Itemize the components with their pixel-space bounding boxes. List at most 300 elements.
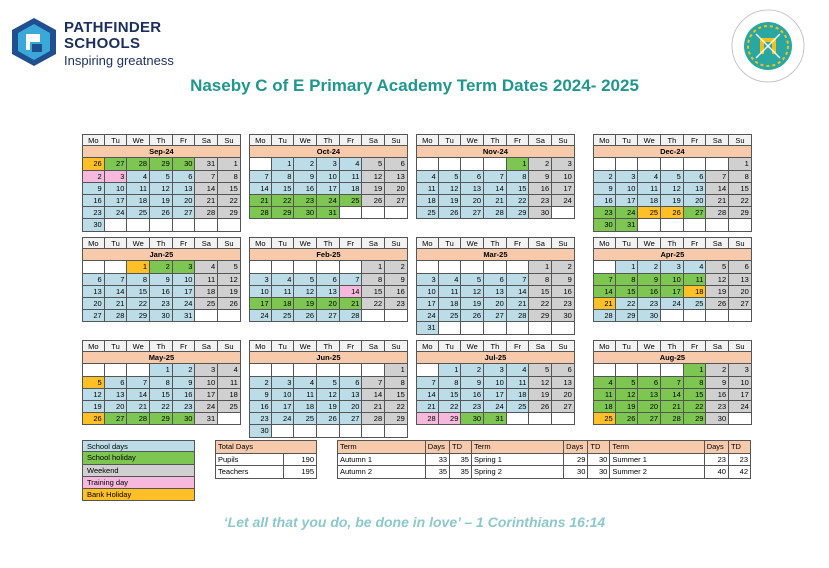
day-cell: 10 [272, 389, 295, 401]
day-cell: 4 [272, 274, 295, 286]
day-cell [294, 425, 317, 437]
day-cell: 29 [150, 413, 173, 425]
day-cell: 23 [249, 413, 272, 425]
day-cell: 25 [507, 401, 530, 413]
day-cell: 16 [82, 195, 105, 207]
day-cell: 23 [82, 207, 105, 219]
weekday-header: Sa [362, 134, 385, 146]
day-cell: 11 [593, 389, 616, 401]
weekday-header: Fr [173, 134, 196, 146]
day-cell: 7 [362, 377, 385, 389]
day-cell [173, 219, 196, 231]
weekday-header: Su [729, 340, 752, 352]
day-cell: 25 [439, 310, 462, 322]
day-cell: 6 [173, 171, 196, 183]
legend-item-school-holiday: School holiday [82, 452, 195, 464]
day-cell: 22 [684, 401, 707, 413]
terms-header-cell: TD [588, 441, 610, 454]
day-cell: 15 [439, 389, 462, 401]
day-cell: 3 [484, 364, 507, 376]
day-cell [105, 261, 128, 273]
day-cell: 17 [173, 286, 196, 298]
day-cell: 25 [684, 298, 707, 310]
day-cell: 6 [385, 158, 408, 170]
day-cell: 19 [616, 401, 639, 413]
weekday-header: Sa [529, 340, 552, 352]
weekday-header: Mo [249, 237, 272, 249]
day-cell: 16 [294, 183, 317, 195]
day-cell: 7 [105, 274, 128, 286]
weekday-header: Su [385, 237, 408, 249]
day-cell: 10 [484, 377, 507, 389]
weekday-header: Th [150, 134, 173, 146]
day-cell: 3 [317, 158, 340, 170]
day-cell: 23 [385, 298, 408, 310]
weekday-header: Mo [249, 134, 272, 146]
term-td: 42 [728, 466, 750, 479]
day-cell: 29 [684, 413, 707, 425]
day-cell: 10 [729, 377, 752, 389]
terms-header-cell: TD [728, 441, 750, 454]
day-cell [661, 310, 684, 322]
day-cell: 4 [195, 261, 218, 273]
day-cell: 18 [439, 298, 462, 310]
terms-header-cell: Days [425, 441, 449, 454]
day-cell: 8 [218, 171, 241, 183]
legend-item-weekend: Weekend [82, 465, 195, 477]
day-cell [272, 425, 295, 437]
day-cell [294, 364, 317, 376]
day-cell: 6 [638, 377, 661, 389]
day-cell [82, 261, 105, 273]
day-cell: 26 [616, 413, 639, 425]
day-cell [249, 364, 272, 376]
day-cell: 11 [638, 183, 661, 195]
weekday-header: Tu [272, 134, 295, 146]
day-cell: 14 [416, 389, 439, 401]
day-cell: 19 [439, 195, 462, 207]
weekday-header: Fr [340, 134, 363, 146]
day-cell: 20 [638, 401, 661, 413]
day-cell: 4 [294, 377, 317, 389]
term-days: 23 [704, 453, 728, 466]
weekday-header: Tu [105, 340, 128, 352]
day-cell: 23 [173, 401, 196, 413]
total-days-value: 195 [283, 466, 316, 479]
day-cell: 17 [616, 195, 639, 207]
day-cell: 5 [529, 364, 552, 376]
day-cell: 22 [439, 401, 462, 413]
total-days-label: Pupils [216, 453, 284, 466]
day-cell [385, 207, 408, 219]
day-cell [416, 158, 439, 170]
day-cell: 15 [684, 389, 707, 401]
day-cell: 29 [507, 207, 530, 219]
day-cell: 15 [529, 286, 552, 298]
weekday-header: Tu [439, 134, 462, 146]
day-cell: 17 [105, 195, 128, 207]
day-cell: 11 [294, 389, 317, 401]
day-cell [552, 322, 575, 334]
term-td: 35 [450, 466, 472, 479]
day-cell: 1 [150, 364, 173, 376]
day-cell: 14 [340, 286, 363, 298]
weekday-header: Sa [529, 237, 552, 249]
day-cell: 30 [638, 310, 661, 322]
term-days: 40 [704, 466, 728, 479]
day-cell: 25 [340, 195, 363, 207]
day-cell: 24 [484, 401, 507, 413]
day-cell: 25 [195, 298, 218, 310]
day-cell [661, 158, 684, 170]
day-cell: 18 [340, 183, 363, 195]
weekday-header: Su [385, 134, 408, 146]
day-cell: 13 [484, 286, 507, 298]
day-cell: 13 [173, 183, 196, 195]
day-cell [706, 310, 729, 322]
day-cell: 8 [150, 377, 173, 389]
day-cell: 2 [638, 261, 661, 273]
weekday-header: Tu [616, 134, 639, 146]
day-cell: 15 [127, 286, 150, 298]
day-cell: 28 [195, 207, 218, 219]
term-name: Summer 1 [610, 453, 704, 466]
day-cell: 20 [684, 195, 707, 207]
month-name: Dec-24 [593, 146, 752, 158]
day-cell: 30 [150, 310, 173, 322]
day-cell: 28 [507, 310, 530, 322]
day-cell: 30 [706, 413, 729, 425]
day-cell: 29 [218, 207, 241, 219]
day-cell: 6 [552, 364, 575, 376]
day-cell: 5 [218, 261, 241, 273]
weekday-header: Th [150, 340, 173, 352]
day-cell: 10 [661, 274, 684, 286]
weekday-header: Th [484, 237, 507, 249]
day-cell: 22 [218, 195, 241, 207]
day-cell: 18 [507, 389, 530, 401]
day-cell: 26 [439, 207, 462, 219]
day-cell: 2 [529, 158, 552, 170]
day-cell [249, 158, 272, 170]
day-cell: 18 [416, 195, 439, 207]
day-cell: 2 [173, 364, 196, 376]
month-calendar [593, 237, 752, 322]
day-cell [195, 310, 218, 322]
day-cell: 26 [218, 298, 241, 310]
naseby-crest-icon [730, 8, 806, 84]
day-cell: 22 [385, 401, 408, 413]
day-cell: 12 [362, 171, 385, 183]
month-name: Apr-25 [593, 249, 752, 261]
day-cell: 19 [362, 183, 385, 195]
day-cell: 4 [340, 158, 363, 170]
day-cell: 5 [616, 377, 639, 389]
day-cell: 25 [294, 413, 317, 425]
weekday-header: Su [218, 340, 241, 352]
day-cell: 1 [529, 261, 552, 273]
day-cell: 12 [616, 389, 639, 401]
day-cell [218, 413, 241, 425]
weekday-header: Tu [272, 340, 295, 352]
day-cell [439, 322, 462, 334]
weekday-header: Sa [706, 340, 729, 352]
day-cell: 9 [461, 377, 484, 389]
day-cell: 3 [661, 261, 684, 273]
month-calendar [416, 237, 575, 335]
day-cell: 28 [340, 310, 363, 322]
weekday-header: Fr [684, 134, 707, 146]
terms-header-cell: Days [704, 441, 728, 454]
day-cell [638, 158, 661, 170]
day-cell: 25 [416, 207, 439, 219]
logo-line1: PATHFINDER [64, 19, 162, 36]
day-cell: 28 [706, 207, 729, 219]
day-cell: 24 [105, 207, 128, 219]
month-calendar [593, 134, 752, 232]
pathfinder-logo-icon [10, 16, 58, 68]
day-cell: 22 [616, 298, 639, 310]
weekday-header: Mo [593, 237, 616, 249]
day-cell: 3 [195, 364, 218, 376]
day-cell: 6 [461, 171, 484, 183]
day-cell: 15 [507, 183, 530, 195]
day-cell: 8 [529, 274, 552, 286]
day-cell: 5 [461, 274, 484, 286]
day-cell: 1 [729, 158, 752, 170]
day-cell [552, 207, 575, 219]
day-cell: 13 [105, 389, 128, 401]
day-cell: 14 [127, 389, 150, 401]
legend-item-school-days: School days [82, 440, 195, 452]
day-cell: 21 [127, 401, 150, 413]
weekday-header: Mo [82, 237, 105, 249]
day-cell [661, 364, 684, 376]
day-cell: 24 [661, 298, 684, 310]
day-cell: 16 [706, 389, 729, 401]
day-cell: 16 [638, 286, 661, 298]
total-days-label: Teachers [216, 466, 284, 479]
term-name: Summer 2 [610, 466, 704, 479]
day-cell: 25 [272, 310, 295, 322]
day-cell: 27 [684, 207, 707, 219]
weekday-header: Th [317, 237, 340, 249]
day-cell: 17 [317, 183, 340, 195]
day-cell: 11 [272, 286, 295, 298]
day-cell: 9 [249, 389, 272, 401]
day-cell: 14 [105, 286, 128, 298]
term-td: 23 [728, 453, 750, 466]
day-cell: 20 [173, 195, 196, 207]
day-cell: 21 [340, 298, 363, 310]
day-cell: 11 [439, 286, 462, 298]
day-cell: 16 [461, 389, 484, 401]
weekday-header: Tu [439, 237, 462, 249]
day-cell: 30 [461, 413, 484, 425]
weekday-header: We [127, 237, 150, 249]
day-cell: 20 [105, 401, 128, 413]
day-cell: 19 [150, 195, 173, 207]
term-td: 30 [588, 453, 610, 466]
day-cell: 1 [218, 158, 241, 170]
day-cell [340, 425, 363, 437]
day-cell: 23 [529, 195, 552, 207]
weekday-header: Mo [416, 340, 439, 352]
day-cell: 12 [294, 286, 317, 298]
day-cell [593, 364, 616, 376]
day-cell: 19 [461, 298, 484, 310]
day-cell: 13 [340, 389, 363, 401]
weekday-header: Fr [173, 237, 196, 249]
day-cell: 12 [218, 274, 241, 286]
weekday-header: Sa [195, 340, 218, 352]
day-cell: 6 [729, 261, 752, 273]
month-calendar [82, 134, 241, 232]
day-cell: 18 [294, 401, 317, 413]
day-cell [105, 219, 128, 231]
terms-header-cell: Days [564, 441, 588, 454]
day-cell: 8 [385, 377, 408, 389]
day-cell: 18 [684, 286, 707, 298]
day-cell: 7 [507, 274, 530, 286]
day-cell [529, 322, 552, 334]
day-cell: 15 [729, 183, 752, 195]
day-cell: 6 [82, 274, 105, 286]
day-cell: 9 [173, 377, 196, 389]
day-cell: 5 [661, 171, 684, 183]
weekday-header: We [294, 134, 317, 146]
day-cell: 23 [294, 195, 317, 207]
day-cell: 12 [150, 183, 173, 195]
day-cell: 24 [195, 401, 218, 413]
month-calendar [82, 237, 241, 322]
day-cell: 31 [317, 207, 340, 219]
day-cell [706, 219, 729, 231]
day-cell: 29 [729, 207, 752, 219]
total-days-header: Total Days [216, 441, 317, 454]
day-cell: 21 [362, 401, 385, 413]
day-cell: 16 [249, 401, 272, 413]
total-days-value: 190 [283, 453, 316, 466]
day-cell: 24 [249, 310, 272, 322]
day-cell: 8 [362, 274, 385, 286]
day-cell: 21 [484, 195, 507, 207]
day-cell: 15 [272, 183, 295, 195]
day-cell [362, 364, 385, 376]
day-cell [127, 364, 150, 376]
term-name: Spring 1 [471, 453, 563, 466]
weekday-header: Sa [195, 134, 218, 146]
weekday-header: We [461, 340, 484, 352]
day-cell: 4 [593, 377, 616, 389]
day-cell: 2 [294, 158, 317, 170]
day-cell: 26 [661, 207, 684, 219]
day-cell [294, 261, 317, 273]
day-cell: 3 [272, 377, 295, 389]
weekday-header: Th [317, 340, 340, 352]
weekday-header: Th [150, 237, 173, 249]
day-cell: 5 [82, 377, 105, 389]
day-cell [461, 322, 484, 334]
weekday-header: Su [729, 237, 752, 249]
day-cell: 27 [82, 310, 105, 322]
day-cell: 18 [218, 389, 241, 401]
day-cell: 13 [385, 171, 408, 183]
term-days: 35 [425, 466, 449, 479]
month-name: Jul-25 [416, 352, 575, 364]
weekday-header: Th [484, 340, 507, 352]
day-cell [484, 158, 507, 170]
weekday-header: Su [552, 134, 575, 146]
day-cell: 1 [127, 261, 150, 273]
day-cell [385, 310, 408, 322]
month-name: Mar-25 [416, 249, 575, 261]
day-cell: 25 [218, 401, 241, 413]
day-cell: 19 [706, 286, 729, 298]
day-cell: 17 [484, 389, 507, 401]
day-cell [616, 158, 639, 170]
day-cell: 1 [362, 261, 385, 273]
day-cell: 13 [82, 286, 105, 298]
day-cell: 13 [638, 389, 661, 401]
day-cell: 17 [552, 183, 575, 195]
day-cell: 1 [684, 364, 707, 376]
terms-table [337, 440, 751, 479]
day-cell: 10 [552, 171, 575, 183]
day-cell: 9 [638, 274, 661, 286]
day-cell [150, 219, 173, 231]
day-cell: 27 [105, 158, 128, 170]
day-cell: 22 [362, 298, 385, 310]
weekday-header: Sa [362, 340, 385, 352]
day-cell: 26 [82, 158, 105, 170]
day-cell: 9 [552, 274, 575, 286]
weekday-header: We [638, 237, 661, 249]
weekday-header: Su [729, 134, 752, 146]
weekday-header: Tu [105, 134, 128, 146]
weekday-header: Tu [439, 340, 462, 352]
day-cell: 4 [439, 274, 462, 286]
weekday-header: Tu [272, 237, 295, 249]
day-cell: 31 [173, 310, 196, 322]
day-cell: 7 [195, 171, 218, 183]
day-cell: 22 [729, 195, 752, 207]
day-cell: 22 [272, 195, 295, 207]
weekday-header: We [461, 237, 484, 249]
day-cell: 2 [461, 364, 484, 376]
day-cell: 6 [105, 377, 128, 389]
day-cell: 24 [729, 401, 752, 413]
terms-header-cell: Term [471, 441, 563, 454]
weekday-header: Mo [593, 340, 616, 352]
day-cell: 2 [249, 377, 272, 389]
month-name: Aug-25 [593, 352, 752, 364]
day-cell: 4 [638, 171, 661, 183]
day-cell: 10 [173, 274, 196, 286]
legend-item-training-day: Training day [82, 477, 195, 489]
day-cell [340, 207, 363, 219]
month-calendar [249, 340, 408, 438]
day-cell: 3 [105, 171, 128, 183]
day-cell: 15 [150, 389, 173, 401]
day-cell [593, 261, 616, 273]
day-cell: 4 [218, 364, 241, 376]
day-cell: 14 [362, 389, 385, 401]
weekday-header: Su [552, 340, 575, 352]
weekday-header: Sa [706, 237, 729, 249]
day-cell: 28 [105, 310, 128, 322]
day-cell: 21 [507, 298, 530, 310]
